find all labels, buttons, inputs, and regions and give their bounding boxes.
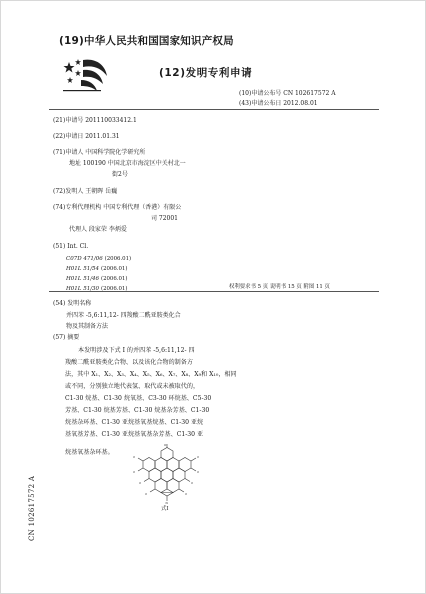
title-heading: (54) 发明名称 (53, 300, 92, 307)
agency: (74)专利代理机构 中国专利代理（香港）有限公 (53, 204, 182, 211)
abstract-line: 羧酸二酰亚胺类化合物、以及该化合物的制备方 (65, 359, 193, 366)
document-type: (12)发明专利申请 (159, 67, 253, 79)
svg-text:X: X (191, 481, 194, 485)
invention-title-line-1: 并四苯 -5,6:11,12- 四羧酸二酰亚胺类化合 (66, 312, 181, 319)
abstract-line: 法，其中 X₁、X₂、X₃、X₄、X₅、X₆、X₇、X₈、X₉和 X₁₀，相同 (65, 371, 237, 378)
application-number: (21)申请号 201110033412.1 (53, 117, 137, 124)
svg-text:X: X (133, 455, 136, 459)
ipc-entry: H01L 51/30 (2006.01) (66, 286, 128, 292)
svg-text:O: O (164, 443, 167, 447)
ipc-entry: H01L 51/54 (2006.01) (66, 266, 128, 272)
abstract-heading: (57) 摘要 (53, 334, 80, 341)
page-counts: 权利要求书 5 页 说明书 15 页 附图 11 页 (229, 284, 330, 290)
publication-date: (43)申请公布日 2012.08.01 (239, 100, 318, 107)
formula-label: 式I (161, 506, 169, 512)
invention-title-line-2: 物及其制备方法 (66, 323, 109, 330)
svg-text:X: X (197, 470, 200, 474)
svg-text:X: X (133, 470, 136, 474)
agents: 代理人 段家荣 李炳爱 (69, 226, 127, 233)
int-cl-heading: (51) Int. Cl. (53, 243, 89, 250)
abstract-line: C1-30 烷基、C1-30 烷氧基、C3-30 环烷基、C5-30 (65, 395, 212, 402)
svg-text:X: X (197, 455, 200, 459)
address-line-1: 地址 100190 中国北京市海淀区中关村北一 (69, 160, 186, 167)
address-line-2: 街2号 (112, 171, 128, 178)
bib-divider (49, 291, 379, 292)
abstract-line: 烷基氧基杂环基。 (65, 449, 114, 456)
side-publication-code: CN 102617572 A (28, 475, 36, 541)
cnipa-logo (61, 56, 111, 94)
office-name: (19)中华人民共和国国家知识产权局 (59, 35, 234, 47)
inventors: (72)发明人 王朝晖 岳巍 (53, 188, 118, 195)
svg-text:X: X (145, 492, 148, 496)
svg-text:N: N (165, 501, 168, 505)
abstract-line: 或不同，分别独立地代表氢、取代或未被取代的， (65, 383, 200, 390)
filing-date: (22)申请日 2011.01.31 (53, 133, 120, 140)
publication-number: (10)申请公布号 CN 102617572 A (239, 90, 336, 97)
abstract-line: 基氧基芳基、C1-30 亚烷基氧基杂芳基、C1-30 亚 (65, 431, 204, 438)
ipc-entry: H01L 51/46 (2006.01) (66, 276, 128, 282)
header-divider (49, 109, 379, 110)
svg-text:X: X (139, 481, 142, 485)
applicant: (71)申请人 中国科学院化学研究所 (53, 149, 146, 156)
abstract-line: 烷基杂环基、C1-30 亚烷基氧基烷基、C1-30 亚烷 (65, 419, 204, 426)
abstract-line: 芳基、C1-30 烷基芳基、C1-30 烷基杂芳基、C1-30 (65, 407, 210, 414)
ipc-entry: C07D 471/06 (2006.01) (66, 256, 132, 262)
svg-text:X: X (185, 492, 188, 496)
agency-line-2: 司 72001 (151, 215, 178, 222)
abstract-line: 本发明涉及下式 I 的并四苯 -5,6:11,12- 四 (78, 347, 195, 354)
